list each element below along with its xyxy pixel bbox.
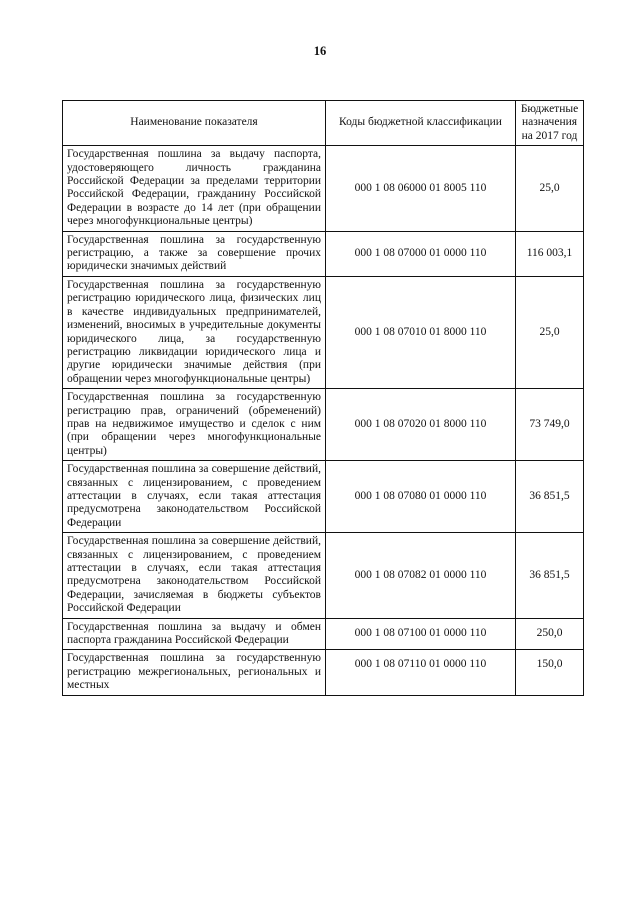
budget-amount-cell: 36 851,5 (516, 461, 584, 533)
budget-code-cell: 000 1 08 07100 01 0000 110 (326, 618, 516, 650)
budget-amount-cell: 73 749,0 (516, 389, 584, 461)
page-number: 16 (313, 44, 327, 58)
indicator-name-cell: Государственная пошлина за государственную регистрацию, а также за совершение прочих юридически значимых действий (63, 231, 326, 276)
indicator-name-cell: Государственная пошлина за государственную регистрацию прав, ограничений (обременений) прав на недвижимое имущество и сделок с ним (при обращении через многофункциональные центры) (63, 389, 326, 461)
budget-code-cell: 000 1 08 07080 01 0000 110 (326, 461, 516, 533)
table-row (63, 650, 584, 695)
budget-code-cell: 000 1 08 07000 01 0000 110 (326, 231, 516, 276)
budget-amount-cell: 25,0 (516, 146, 584, 231)
table-row (63, 146, 584, 231)
budget-code-cell: 000 1 08 07020 01 8000 110 (326, 389, 516, 461)
header-budget-code: Коды бюджетной классификации (326, 101, 516, 146)
budget-code-cell: 000 1 08 07010 01 8000 110 (326, 276, 516, 388)
table-row (63, 533, 584, 618)
budget-amount-cell: 150,0 (516, 650, 584, 695)
table-row (63, 618, 584, 650)
budget-revenue-table (62, 100, 584, 696)
table-row (63, 231, 584, 276)
indicator-name-cell: Государственная пошлина за выдачу и обмен паспорта гражданина Российской Федерации (63, 618, 326, 650)
indicator-name-cell: Государственная пошлина за совершение действий, связанных с лицензированием, с проведением аттестации в случаях, если такая аттестация предусмотрена законодательством Российской Федерации, зачисляемая в бюджеты субъектов Российской Федерации (63, 533, 326, 618)
header-indicator-name: Наименование показателя (63, 101, 326, 146)
indicator-name-cell: Государственная пошлина за государственную регистрацию межрегиональных, региональных и местных (63, 650, 326, 695)
table-row (63, 276, 584, 388)
table-row (63, 461, 584, 533)
budget-amount-cell: 116 003,1 (516, 231, 584, 276)
budget-code-cell: 000 1 08 07110 01 0000 110 (326, 650, 516, 695)
budget-code-cell: 000 1 08 07082 01 0000 110 (326, 533, 516, 618)
table-row (63, 389, 584, 461)
budget-amount-cell: 250,0 (516, 618, 584, 650)
indicator-name-cell: Государственная пошлина за государственную регистрацию юридического лица, физических лиц в качестве индивидуальных предпринимателей, изменений, вносимых в учредительные документы юридического лица, за государственную регистрацию ликвидации юридического лица и другие юридически значимые действия (при обращении через многофункциональные центры) (63, 276, 326, 388)
budget-code-cell: 000 1 08 06000 01 8005 110 (326, 146, 516, 231)
indicator-name-cell: Государственная пошлина за выдачу паспорта, удостоверяющего личность гражданина Российской Федерации за пределами территории Российской Федерации, гражданину Российской Федерации в возрасте до 14 лет (при обращении через многофункциональные центры) (63, 146, 326, 231)
budget-amount-cell: 36 851,5 (516, 533, 584, 618)
budget-amount-cell: 25,0 (516, 276, 584, 388)
header-budget-amount: Бюджетные назначения на 2017 год (516, 101, 584, 146)
indicator-name-cell: Государственная пошлина за совершение действий, связанных с лицензированием, с проведением аттестации в случаях, если такая аттестация предусмотрена законодательством Российской Федерации (63, 461, 326, 533)
table-header-row (63, 101, 584, 146)
